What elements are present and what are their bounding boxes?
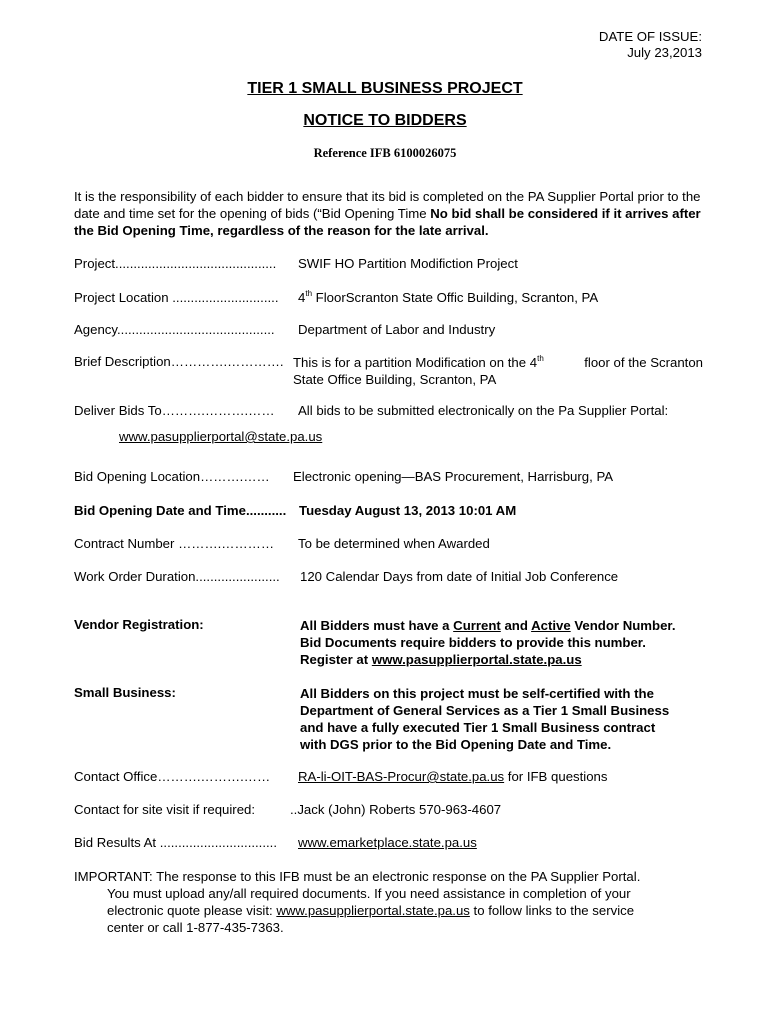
contract-number-value: To be determined when Awarded	[298, 536, 490, 551]
agency-label: Agency...........................................	[74, 322, 275, 337]
intro-text: It is the responsibility of each bidder to ensure that its bid is completed on the PA Supplier Portal prior to the date and time set for the opening of bids (“Bid Opening Time	[74, 189, 701, 221]
date-of-issue	[599, 29, 702, 61]
date-value: July 23,2013	[627, 45, 702, 60]
agency-value: Department of Labor and Industry	[298, 322, 496, 337]
brief-description-value: This is for a partition Modification on the 4th floor of the Scranton State Office Building, Scranton, PA	[293, 354, 703, 387]
project-value: SWIF HO Partition Modifiction Project	[298, 256, 518, 271]
intro-warning: No bid shall be considered if it arrives after the Bid Opening Time, regardless of the reason for the late arrival.	[74, 206, 701, 238]
bid-results-value	[298, 835, 477, 850]
deliver-bids-value: All bids to be submitted electronically on the Pa Supplier Portal:	[298, 403, 669, 418]
main-title: TIER 1 SMALL BUSINESS PROJECT	[247, 80, 523, 97]
important-notice: IMPORTANT: The response to this IFB must be an electronic response on the PA Supplier Portal. You must upload any/all required documents. If you need assistance in completion of your electronic quote please visit: www.pasupplierportal.state.pa.us to follow links to the service center or call 1-877-435-7363.	[74, 869, 641, 935]
contract-number-label: Contract Number ……….…………	[74, 536, 275, 551]
work-order-duration-value: 120 Calendar Days from date of Initial Job Conference	[300, 569, 619, 584]
project-label: Project............................................	[74, 256, 277, 271]
bid-opening-date-label: Bid Opening Date and Time...........	[74, 503, 287, 518]
vendor-registration-text: All Bidders must have a Current and Active Vendor Number. Bid Documents require bidders to provide this number. Register at www.pasupplierportal.state.pa.us	[300, 618, 676, 667]
small-business-label: Small Business:	[74, 685, 176, 700]
deliver-bids-label: Deliver Bids To……….……….……	[74, 403, 275, 418]
work-order-duration-label: Work Order Duration.......................	[74, 569, 280, 584]
bid-opening-location-label: Bid Opening Location……….……	[74, 469, 270, 484]
project-location-label: Project Location .............................	[74, 290, 279, 305]
important-portal-link[interactable]: www.pasupplierportal.state.pa.us	[276, 903, 470, 918]
emarketplace-link[interactable]: www.emarketplace.state.pa.us	[298, 835, 477, 850]
reference-number: Reference IFB 6100026075	[313, 146, 457, 160]
vendor-registration-label: Vendor Registration:	[74, 617, 204, 632]
site-visit-label: Contact for site visit if required:	[74, 802, 256, 817]
site-visit-value: ..Jack (John) Roberts 570-963-4607	[290, 802, 502, 817]
bid-results-label: Bid Results At ................................	[74, 835, 278, 850]
intro-paragraph	[74, 188, 704, 239]
sub-title: NOTICE TO BIDDERS	[303, 112, 467, 129]
brief-description-label: Brief Description………….………….	[74, 354, 284, 369]
deliver-email-link[interactable]: www.pasupplierportal@state.pa.us	[119, 429, 323, 444]
bid-opening-location-value: Electronic opening—BAS Procurement, Harrisburg, PA	[293, 469, 614, 484]
vendor-portal-link[interactable]: www.pasupplierportal.state.pa.us	[371, 652, 582, 667]
contact-office-value: RA-li-OIT-BAS-Procur@state.pa.us for IFB questions	[298, 769, 608, 784]
contact-office-label: Contact Office……….……….……	[74, 769, 271, 784]
project-location-value: 4th FloorScranton State Offic Building, Scranton, PA	[298, 289, 599, 305]
bid-opening-date-value: Tuesday August 13, 2013 10:01 AM	[299, 503, 517, 518]
contact-email-link[interactable]: RA-li-OIT-BAS-Procur@state.pa.us	[298, 769, 505, 784]
date-label: DATE OF ISSUE:	[598, 29, 702, 44]
small-business-text: All Bidders on this project must be self-certified with the Department of General Services as a Tier 1 Small Business and have a fully executed Tier 1 Small Business contract with DGS prior to the Bid Opening Date and Time.	[300, 686, 670, 752]
